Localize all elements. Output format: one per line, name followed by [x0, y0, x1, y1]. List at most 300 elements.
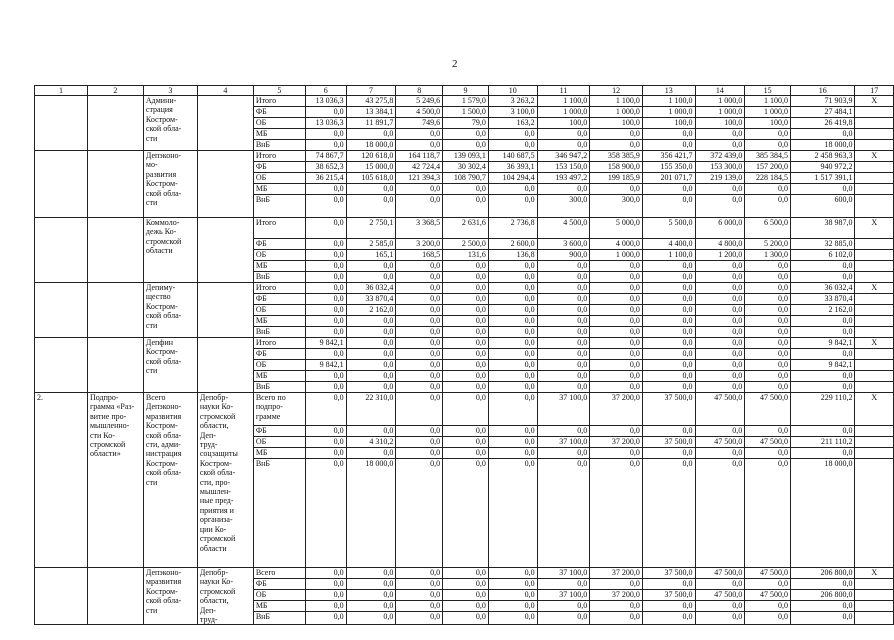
mark-cell — [855, 437, 894, 448]
program-name — [87, 218, 143, 283]
value-cell: 37 100,0 — [537, 568, 590, 579]
value-cell: 1 579,0 — [443, 96, 489, 107]
funding-source: Всего — [253, 568, 305, 579]
value-cell: 3 100,0 — [488, 107, 537, 118]
value-cell: 0,0 — [396, 294, 443, 305]
value-cell: 0,0 — [305, 239, 346, 250]
value-cell: 0,0 — [305, 349, 346, 360]
value-cell: 37 500,0 — [642, 393, 695, 426]
funding-source: МБ — [253, 371, 305, 382]
mark-cell — [855, 162, 894, 173]
value-cell: 0,0 — [642, 129, 695, 140]
funding-source: Итого — [253, 283, 305, 294]
value-cell: 0,0 — [443, 590, 489, 601]
value-cell: 0,0 — [537, 448, 590, 459]
value-cell: 37 200,0 — [590, 568, 643, 579]
funding-source: ВнБ — [253, 195, 305, 218]
value-cell: 0,0 — [488, 349, 537, 360]
value-cell: 0,0 — [396, 568, 443, 579]
value-cell: 0,0 — [745, 448, 791, 459]
mark-cell — [855, 261, 894, 272]
funding-source: ВнБ — [253, 327, 305, 338]
table-row — [35, 283, 894, 294]
value-cell: 0,0 — [745, 426, 791, 437]
table-row — [35, 568, 894, 579]
participants: Депобр- науки Ко- стромской области, Деп- труд- соцзащиты Костром- ской обла- сти, про- мышлен- ные пред- приятия и организа- ции Ко- стромской области — [197, 393, 253, 568]
value-cell: 0,0 — [488, 140, 537, 151]
value-cell: 0,0 — [305, 327, 346, 338]
value-cell: 0,0 — [790, 261, 854, 272]
value-cell: 0,0 — [642, 382, 695, 393]
funding-source: ВнБ — [253, 382, 305, 393]
value-cell: 0,0 — [346, 360, 396, 371]
funding-source: ФБ — [253, 349, 305, 360]
value-cell: 600,0 — [790, 195, 854, 218]
value-cell: 0,0 — [590, 459, 643, 568]
value-cell: 3 263,2 — [488, 96, 537, 107]
value-cell: 158 900,0 — [590, 162, 643, 173]
value-cell: 37 100,0 — [537, 437, 590, 448]
value-cell: 9 842,1 — [790, 360, 854, 371]
mark-cell — [855, 371, 894, 382]
value-cell: 0,0 — [305, 316, 346, 327]
value-cell: 206 800,0 — [790, 590, 854, 601]
value-cell: 0,0 — [642, 579, 695, 590]
value-cell: 0,0 — [443, 360, 489, 371]
value-cell: 0,0 — [443, 294, 489, 305]
value-cell: 0,0 — [305, 448, 346, 459]
value-cell: 0,0 — [745, 129, 791, 140]
value-cell: 0,0 — [695, 184, 745, 195]
value-cell: 228 184,5 — [745, 173, 791, 184]
row-number — [35, 568, 88, 625]
value-cell: 0,0 — [642, 272, 695, 283]
value-cell: 1 000,0 — [590, 250, 643, 261]
value-cell: 43 275,8 — [346, 96, 396, 107]
mark-cell: X — [855, 151, 894, 162]
mark-cell — [855, 448, 894, 459]
value-cell: 0,0 — [590, 305, 643, 316]
value-cell: 346 947,2 — [537, 151, 590, 162]
value-cell: 0,0 — [305, 601, 346, 612]
value-cell: 0,0 — [790, 579, 854, 590]
value-cell: 0,0 — [695, 283, 745, 294]
value-cell: 2 631,6 — [443, 218, 489, 239]
header-cell-7: 7 — [346, 86, 396, 96]
value-cell: 0,0 — [396, 140, 443, 151]
value-cell: 47 500,0 — [695, 393, 745, 426]
value-cell: 0,0 — [396, 283, 443, 294]
value-cell: 0,0 — [745, 382, 791, 393]
participants — [197, 96, 253, 151]
mark-cell — [855, 579, 894, 590]
value-cell: 2 750,1 — [346, 218, 396, 239]
value-cell: 0,0 — [590, 316, 643, 327]
value-cell: 2 585,0 — [346, 239, 396, 250]
value-cell: 0,0 — [642, 601, 695, 612]
value-cell: 27 484,1 — [790, 107, 854, 118]
value-cell: 18 000,0 — [790, 140, 854, 151]
funding-source: Итого — [253, 96, 305, 107]
funding-source: ВнБ — [253, 272, 305, 283]
value-cell: 22 310,0 — [346, 393, 396, 426]
value-cell: 2 500,0 — [443, 239, 489, 250]
value-cell: 0,0 — [642, 305, 695, 316]
value-cell: 0,0 — [396, 601, 443, 612]
value-cell: 0,0 — [488, 590, 537, 601]
funding-source: ФБ — [253, 162, 305, 173]
mark-cell: X — [855, 393, 894, 426]
value-cell: 0,0 — [443, 272, 489, 283]
funding-source: МБ — [253, 261, 305, 272]
value-cell: 0,0 — [443, 393, 489, 426]
value-cell: 36 032,4 — [346, 283, 396, 294]
value-cell: 13 036,3 — [305, 118, 346, 129]
value-cell: 0,0 — [443, 448, 489, 459]
value-cell: 0,0 — [443, 283, 489, 294]
value-cell: 0,0 — [488, 448, 537, 459]
header-cell-17: 17 — [855, 86, 894, 96]
value-cell: 0,0 — [305, 195, 346, 218]
value-cell: 0,0 — [346, 590, 396, 601]
value-cell: 168,5 — [396, 250, 443, 261]
value-cell: 0,0 — [488, 129, 537, 140]
value-cell: 0,0 — [537, 338, 590, 349]
header-cell-3: 3 — [143, 86, 197, 96]
value-cell: 4 800,0 — [695, 239, 745, 250]
value-cell: 42 724,4 — [396, 162, 443, 173]
value-cell: 0,0 — [590, 272, 643, 283]
value-cell: 47 500,0 — [745, 590, 791, 601]
value-cell: 0,0 — [790, 272, 854, 283]
value-cell: 0,0 — [790, 601, 854, 612]
value-cell: 47 500,0 — [745, 568, 791, 579]
value-cell: 100,0 — [642, 118, 695, 129]
participants — [197, 218, 253, 283]
value-cell: 15 000,0 — [346, 162, 396, 173]
funding-source: МБ — [253, 601, 305, 612]
value-cell: 300,0 — [590, 195, 643, 218]
page-number: 2 — [452, 58, 458, 70]
value-cell: 0,0 — [695, 612, 745, 625]
value-cell: 0,0 — [305, 283, 346, 294]
value-cell: 74 867,7 — [305, 151, 346, 162]
value-cell: 0,0 — [396, 612, 443, 625]
value-cell: 201 071,7 — [642, 173, 695, 184]
value-cell: 37 500,0 — [642, 437, 695, 448]
value-cell: 0,0 — [346, 612, 396, 625]
value-cell: 1 000,0 — [695, 96, 745, 107]
value-cell: 0,0 — [443, 371, 489, 382]
value-cell: 0,0 — [305, 261, 346, 272]
value-cell: 0,0 — [745, 601, 791, 612]
value-cell: 0,0 — [488, 459, 537, 568]
value-cell: 0,0 — [346, 382, 396, 393]
value-cell: 0,0 — [443, 316, 489, 327]
value-cell: 0,0 — [537, 316, 590, 327]
value-cell: 1 000,0 — [745, 107, 791, 118]
value-cell: 0,0 — [305, 140, 346, 151]
value-cell: 0,0 — [305, 218, 346, 239]
value-cell: 0,0 — [443, 459, 489, 568]
value-cell: 3 200,0 — [396, 239, 443, 250]
value-cell: 0,0 — [443, 261, 489, 272]
funding-source: ОБ — [253, 250, 305, 261]
mark-cell — [855, 173, 894, 184]
value-cell: 1 000,0 — [537, 107, 590, 118]
value-cell: 0,0 — [695, 261, 745, 272]
value-cell: 0,0 — [396, 195, 443, 218]
value-cell: 9 842,1 — [790, 338, 854, 349]
value-cell: 2 736,8 — [488, 218, 537, 239]
value-cell: 0,0 — [305, 426, 346, 437]
value-cell: 0,0 — [488, 294, 537, 305]
value-cell: 0,0 — [488, 601, 537, 612]
value-cell: 0,0 — [642, 426, 695, 437]
value-cell: 0,0 — [695, 272, 745, 283]
value-cell: 37 200,0 — [590, 437, 643, 448]
value-cell: 0,0 — [695, 129, 745, 140]
value-cell: 0,0 — [305, 107, 346, 118]
value-cell: 1 000,0 — [590, 107, 643, 118]
value-cell: 0,0 — [537, 579, 590, 590]
value-cell: 0,0 — [590, 338, 643, 349]
value-cell: 2 162,0 — [346, 305, 396, 316]
value-cell: 9 842,1 — [305, 360, 346, 371]
value-cell: 5 249,6 — [396, 96, 443, 107]
value-cell: 0,0 — [642, 261, 695, 272]
value-cell: 0,0 — [695, 601, 745, 612]
value-cell: 0,0 — [695, 349, 745, 360]
value-cell: 0,0 — [590, 360, 643, 371]
value-cell: 0,0 — [346, 272, 396, 283]
value-cell: 0,0 — [695, 338, 745, 349]
value-cell: 0,0 — [396, 579, 443, 590]
value-cell: 38 987,0 — [790, 218, 854, 239]
mark-cell — [855, 129, 894, 140]
value-cell: 229 110,2 — [790, 393, 854, 426]
value-cell: 0,0 — [642, 338, 695, 349]
value-cell: 0,0 — [642, 195, 695, 218]
value-cell: 0,0 — [537, 129, 590, 140]
value-cell: 71 903,9 — [790, 96, 854, 107]
value-cell: 0,0 — [396, 349, 443, 360]
value-cell: 0,0 — [305, 129, 346, 140]
value-cell: 18 000,0 — [346, 459, 396, 568]
value-cell: 164 118,7 — [396, 151, 443, 162]
row-number: 2. — [35, 393, 88, 568]
mark-cell — [855, 316, 894, 327]
value-cell: 0,0 — [790, 382, 854, 393]
value-cell: 0,0 — [346, 316, 396, 327]
value-cell: 37 200,0 — [590, 393, 643, 426]
value-cell: 749,6 — [396, 118, 443, 129]
value-cell: 219 139,0 — [695, 173, 745, 184]
value-cell: 0,0 — [695, 305, 745, 316]
value-cell: 0,0 — [537, 382, 590, 393]
value-cell: 0,0 — [537, 371, 590, 382]
funding-source: ВнБ — [253, 612, 305, 625]
header-cell-8: 8 — [396, 86, 443, 96]
value-cell: 1 300,0 — [745, 250, 791, 261]
value-cell: 0,0 — [443, 184, 489, 195]
value-cell: 1 000,0 — [695, 107, 745, 118]
value-cell: 0,0 — [305, 579, 346, 590]
value-cell: 0,0 — [695, 316, 745, 327]
value-cell: 0,0 — [488, 612, 537, 625]
value-cell: 1 100,0 — [537, 96, 590, 107]
value-cell: 155 350,0 — [642, 162, 695, 173]
value-cell: 0,0 — [642, 316, 695, 327]
funding-source: ОБ — [253, 437, 305, 448]
table-row — [35, 338, 894, 349]
value-cell: 33 870,4 — [790, 294, 854, 305]
executor-name: Админи- страция Костром- ской обла- сти — [143, 96, 197, 151]
value-cell: 1 100,0 — [642, 96, 695, 107]
value-cell: 0,0 — [488, 426, 537, 437]
table-row — [35, 96, 894, 107]
value-cell: 0,0 — [346, 129, 396, 140]
header-cell-16: 16 — [790, 86, 854, 96]
value-cell: 37 500,0 — [642, 568, 695, 579]
value-cell: 0,0 — [396, 129, 443, 140]
value-cell: 0,0 — [642, 283, 695, 294]
value-cell: 0,0 — [305, 437, 346, 448]
value-cell: 0,0 — [346, 371, 396, 382]
header-cell-11: 11 — [537, 86, 590, 96]
value-cell: 0,0 — [396, 316, 443, 327]
value-cell: 1 100,0 — [642, 250, 695, 261]
funding-source: ОБ — [253, 360, 305, 371]
value-cell: 0,0 — [590, 294, 643, 305]
value-cell: 0,0 — [695, 459, 745, 568]
funding-source: ОБ — [253, 118, 305, 129]
value-cell: 6 500,0 — [745, 218, 791, 239]
mark-cell — [855, 294, 894, 305]
value-cell: 47 500,0 — [745, 393, 791, 426]
value-cell: 0,0 — [305, 612, 346, 625]
budget-table — [34, 85, 894, 625]
value-cell: 11 891,7 — [346, 118, 396, 129]
value-cell: 18 000,0 — [346, 140, 396, 151]
header-row — [35, 86, 894, 96]
value-cell: 0,0 — [642, 612, 695, 625]
value-cell: 100,0 — [590, 118, 643, 129]
header-cell-2: 2 — [87, 86, 143, 96]
value-cell: 0,0 — [590, 184, 643, 195]
value-cell: 0,0 — [642, 327, 695, 338]
header-cell-12: 12 — [590, 86, 643, 96]
value-cell: 0,0 — [396, 459, 443, 568]
header-cell-9: 9 — [443, 86, 489, 96]
value-cell: 211 110,2 — [790, 437, 854, 448]
mark-cell — [855, 327, 894, 338]
value-cell: 0,0 — [590, 601, 643, 612]
value-cell: 0,0 — [488, 568, 537, 579]
value-cell: 0,0 — [305, 590, 346, 601]
value-cell: 37 100,0 — [537, 393, 590, 426]
value-cell: 0,0 — [537, 283, 590, 294]
value-cell: 131,6 — [443, 250, 489, 261]
value-cell: 0,0 — [745, 283, 791, 294]
value-cell: 0,0 — [346, 338, 396, 349]
value-cell: 0,0 — [590, 371, 643, 382]
value-cell: 6 000,0 — [695, 218, 745, 239]
value-cell: 358 385,9 — [590, 151, 643, 162]
value-cell: 121 394,3 — [396, 173, 443, 184]
value-cell: 37 500,0 — [642, 590, 695, 601]
value-cell: 153 300,0 — [695, 162, 745, 173]
value-cell: 0,0 — [346, 195, 396, 218]
value-cell: 0,0 — [488, 305, 537, 316]
value-cell: 36 032,4 — [790, 283, 854, 294]
value-cell: 372 439,0 — [695, 151, 745, 162]
value-cell: 30 302,4 — [443, 162, 489, 173]
program-name — [87, 338, 143, 393]
value-cell: 0,0 — [443, 568, 489, 579]
header-cell-1: 1 — [35, 86, 88, 96]
value-cell: 0,0 — [488, 371, 537, 382]
value-cell: 3 600,0 — [537, 239, 590, 250]
funding-source: ОБ — [253, 173, 305, 184]
value-cell: 4 500,0 — [396, 107, 443, 118]
value-cell: 0,0 — [745, 349, 791, 360]
value-cell: 136,8 — [488, 250, 537, 261]
value-cell: 1 000,0 — [642, 107, 695, 118]
value-cell: 100,0 — [537, 118, 590, 129]
funding-source: ОБ — [253, 305, 305, 316]
header-cell-13: 13 — [642, 86, 695, 96]
value-cell: 0,0 — [590, 129, 643, 140]
value-cell: 0,0 — [396, 305, 443, 316]
value-cell: 0,0 — [305, 184, 346, 195]
row-number — [35, 151, 88, 218]
value-cell: 104 294,4 — [488, 173, 537, 184]
executor-name: Депиму- щество Костром- ской обла- сти — [143, 283, 197, 338]
value-cell: 0,0 — [396, 393, 443, 426]
value-cell: 0,0 — [488, 283, 537, 294]
value-cell: 32 885,0 — [790, 239, 854, 250]
value-cell: 0,0 — [396, 382, 443, 393]
mark-cell — [855, 305, 894, 316]
value-cell: 0,0 — [346, 327, 396, 338]
value-cell: 0,0 — [642, 448, 695, 459]
value-cell: 0,0 — [346, 568, 396, 579]
mark-cell — [855, 601, 894, 612]
funding-source: МБ — [253, 129, 305, 140]
value-cell: 153 150,0 — [537, 162, 590, 173]
value-cell: 139 093,1 — [443, 151, 489, 162]
value-cell: 36 215,4 — [305, 173, 346, 184]
value-cell: 0,0 — [642, 360, 695, 371]
value-cell: 0,0 — [590, 349, 643, 360]
mark-cell: X — [855, 568, 894, 579]
value-cell: 0,0 — [590, 579, 643, 590]
mark-cell — [855, 250, 894, 261]
value-cell: 0,0 — [443, 338, 489, 349]
participants: Депобр- науки Ко- стромской области, Деп- труд- — [197, 568, 253, 625]
value-cell: 0,0 — [790, 426, 854, 437]
header-cell-5: 5 — [253, 86, 305, 96]
value-cell: 0,0 — [305, 305, 346, 316]
value-cell: 5 200,0 — [745, 239, 791, 250]
value-cell: 0,0 — [745, 272, 791, 283]
value-cell: 0,0 — [305, 250, 346, 261]
funding-source: ОБ — [253, 590, 305, 601]
value-cell: 0,0 — [305, 371, 346, 382]
row-number — [35, 218, 88, 283]
value-cell: 0,0 — [537, 294, 590, 305]
